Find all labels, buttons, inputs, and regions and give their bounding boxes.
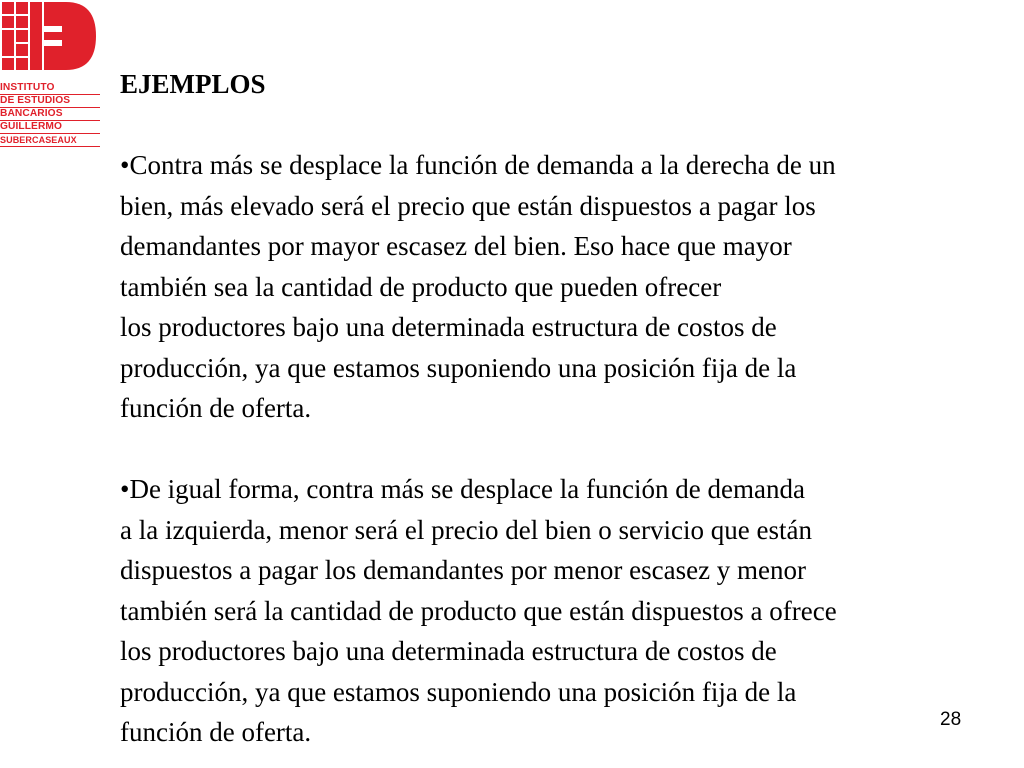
- text-line: función de oferta.: [120, 717, 312, 747]
- logo-line: INSTITUTO: [0, 82, 100, 95]
- text-line: •De igual forma, contra más se desplace la función de demanda: [120, 474, 805, 504]
- paragraph-2: [120, 469, 1020, 753]
- paragraph-1: [120, 145, 1020, 429]
- text-line: bien, más elevado será el precio que están dispuestos a pagar los: [120, 190, 816, 221]
- text-line: los productores bajo una determinada estructura de costos de: [120, 312, 777, 342]
- spacer: [120, 105, 1020, 146]
- spacer: [120, 429, 1020, 470]
- text-line: •Contra más se desplace la función de demanda a la derecha de un: [120, 150, 836, 180]
- logo-line: DE ESTUDIOS: [0, 95, 100, 108]
- text-line: dispuestos a pagar los demandantes por menor escasez y menor: [120, 555, 807, 585]
- logo-mark-icon: [0, 0, 100, 80]
- text-line: demandantes por mayor escasez del bien. Eso hace que mayor: [120, 231, 792, 261]
- text-line: producción, ya que estamos suponiendo una posición fija de la: [120, 676, 797, 707]
- text-line: a la izquierda, menor será el precio del bien o servicio que están: [120, 514, 812, 545]
- text-line: producción, ya que estamos suponiendo una posición fija de la: [120, 352, 797, 383]
- slide-content: [120, 64, 1020, 753]
- logo-text: [0, 82, 100, 147]
- logo-line: GUILLERMO: [0, 121, 100, 134]
- text-line: función de oferta.: [120, 393, 312, 423]
- text-line: también sea la cantidad de producto que pueden ofrecer: [120, 271, 722, 302]
- institute-logo: [0, 0, 100, 150]
- text-line: los productores bajo una determinada estructura de costos de: [120, 636, 777, 666]
- text-line: también será la cantidad de producto que están dispuestos a ofrece: [120, 595, 837, 626]
- logo-line: SUBERCASEAUX: [0, 134, 100, 147]
- page-number: 28: [940, 709, 962, 730]
- slide-title: EJEMPLOS: [120, 69, 266, 99]
- logo-line: BANCARIOS: [0, 108, 100, 121]
